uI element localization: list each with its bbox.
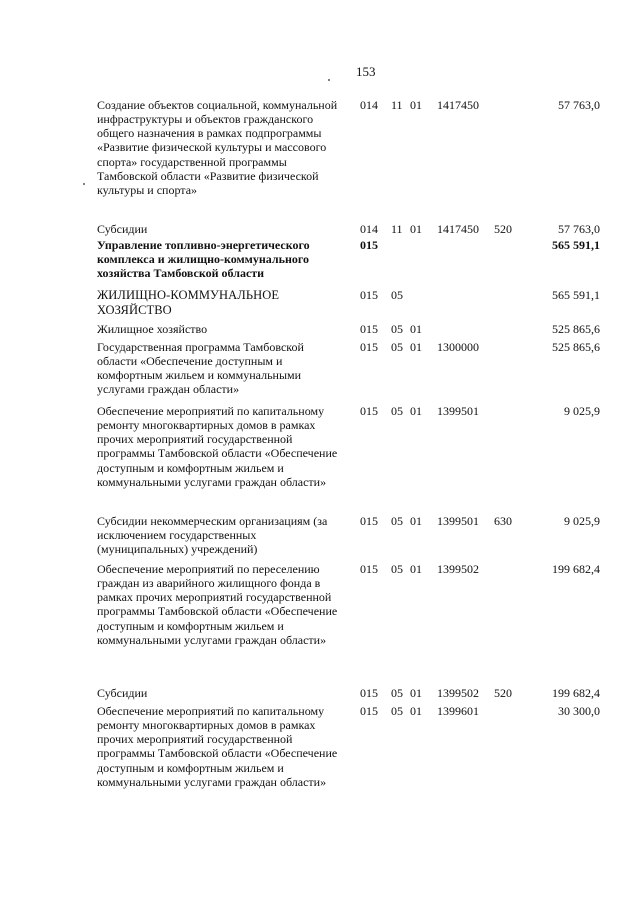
row-amount: 57 763,0 xyxy=(558,98,600,112)
row-rz-code: 05 xyxy=(391,514,403,528)
row-pr-code: 01 xyxy=(410,322,422,336)
row-name: Управление топливно-энергетического комплекса и жилищно-коммунального хозяйства Тамбовской области xyxy=(97,238,310,281)
row-gr-code: 015 xyxy=(360,562,378,576)
row-rz-code: 05 xyxy=(391,404,403,418)
row-cs-code: 1417450 xyxy=(437,98,479,112)
row-rz-code: 11 xyxy=(391,222,403,236)
row-pr-code: 01 xyxy=(410,514,422,528)
row-amount: 525 865,6 xyxy=(552,340,600,354)
page-number: 153 xyxy=(356,64,376,79)
row-pr-code: 01 xyxy=(410,686,422,700)
row-vr-code: 520 xyxy=(494,222,512,236)
row-rz-code: 05 xyxy=(391,322,403,336)
row-name: Создание объектов социальной, коммунальной инфраструктуры и объектов гражданского общего назначения в рамках подпрограммы «Развитие физической культуры и массового спорта» государственной программы Тамбовской области «Развитие физической культуры и спорта» xyxy=(97,98,338,197)
row-pr-code: 01 xyxy=(410,222,422,236)
row-name: Обеспечение мероприятий по капитальному ремонту многоквартирных домов в рамках прочих мероприятий государственной программы Тамбовской области «Обеспечение доступным и комфортным жильем и коммунальными услугами граждан области» xyxy=(97,404,338,489)
row-rz-code: 11 xyxy=(391,98,403,112)
row-rz-code: 05 xyxy=(391,288,403,302)
row-name: Жилищное хозяйство xyxy=(97,322,208,336)
row-amount: 565 591,1 xyxy=(552,238,600,252)
row-pr-code: 01 xyxy=(410,704,422,718)
row-pr-code: 01 xyxy=(410,562,422,576)
row-cs-code: 1399502 xyxy=(437,562,479,576)
row-gr-code: 015 xyxy=(360,686,378,700)
row-amount: 199 682,4 xyxy=(552,562,600,576)
row-cs-code: 1399501 xyxy=(437,514,479,528)
row-name: Обеспечение мероприятий по капитальному ремонту многоквартирных домов в рамках прочих мероприятий государственной программы Тамбовской области «Обеспечение доступным и комфортным жильем и коммунальными услугами граждан области» xyxy=(97,704,338,789)
row-name: ЖИЛИЩНО-КОММУНАЛЬНОЕ ХОЗЯЙСТВО xyxy=(97,288,280,317)
row-name: Государственная программа Тамбовской области «Обеспечение доступным и комфортным жильем и коммунальными услугами граждан области» xyxy=(97,340,304,397)
row-amount: 9 025,9 xyxy=(564,404,600,418)
row-gr-code: 014 xyxy=(360,222,378,236)
row-name: Субсидии xyxy=(97,686,148,700)
row-rz-code: 05 xyxy=(391,562,403,576)
row-name: Субсидии xyxy=(97,222,148,236)
row-gr-code: 015 xyxy=(360,404,378,418)
row-gr-code: 014 xyxy=(360,98,378,112)
row-pr-code: 01 xyxy=(410,340,422,354)
row-amount: 525 865,6 xyxy=(552,322,600,336)
row-pr-code: 01 xyxy=(410,98,422,112)
row-name: Субсидии некоммерческим организациям (за исключением государственных (муниципальных) учреждений) xyxy=(97,514,328,557)
row-vr-code: 630 xyxy=(494,514,512,528)
row-amount: 565 591,1 xyxy=(552,288,600,302)
row-amount: 9 025,9 xyxy=(564,514,600,528)
row-gr-code: 015 xyxy=(360,340,378,354)
row-cs-code: 1417450 xyxy=(437,222,479,236)
row-gr-code: 015 xyxy=(360,704,378,718)
row-gr-code: 015 xyxy=(360,322,378,336)
row-cs-code: 1399502 xyxy=(437,686,479,700)
row-rz-code: 05 xyxy=(391,686,403,700)
row-name: Обеспечение мероприятий по переселению граждан из аварийного жилищного фонда в рамках прочих мероприятий государственной программы Тамбовской области «Обеспечение доступным и комфортным жильем и коммунальными услугами граждан области» xyxy=(97,562,338,647)
row-amount: 30 300,0 xyxy=(558,704,600,718)
row-cs-code: 1399501 xyxy=(437,404,479,418)
row-amount: 57 763,0 xyxy=(558,222,600,236)
row-gr-code: 015 xyxy=(360,514,378,528)
scan-speck xyxy=(83,183,85,185)
row-rz-code: 05 xyxy=(391,704,403,718)
row-cs-code: 1300000 xyxy=(437,340,479,354)
row-rz-code: 05 xyxy=(391,340,403,354)
row-amount: 199 682,4 xyxy=(552,686,600,700)
scan-speck xyxy=(328,79,330,81)
row-cs-code: 1399601 xyxy=(437,704,479,718)
row-gr-code: 015 xyxy=(360,238,378,252)
row-gr-code: 015 xyxy=(360,288,378,302)
row-pr-code: 01 xyxy=(410,404,422,418)
row-vr-code: 520 xyxy=(494,686,512,700)
